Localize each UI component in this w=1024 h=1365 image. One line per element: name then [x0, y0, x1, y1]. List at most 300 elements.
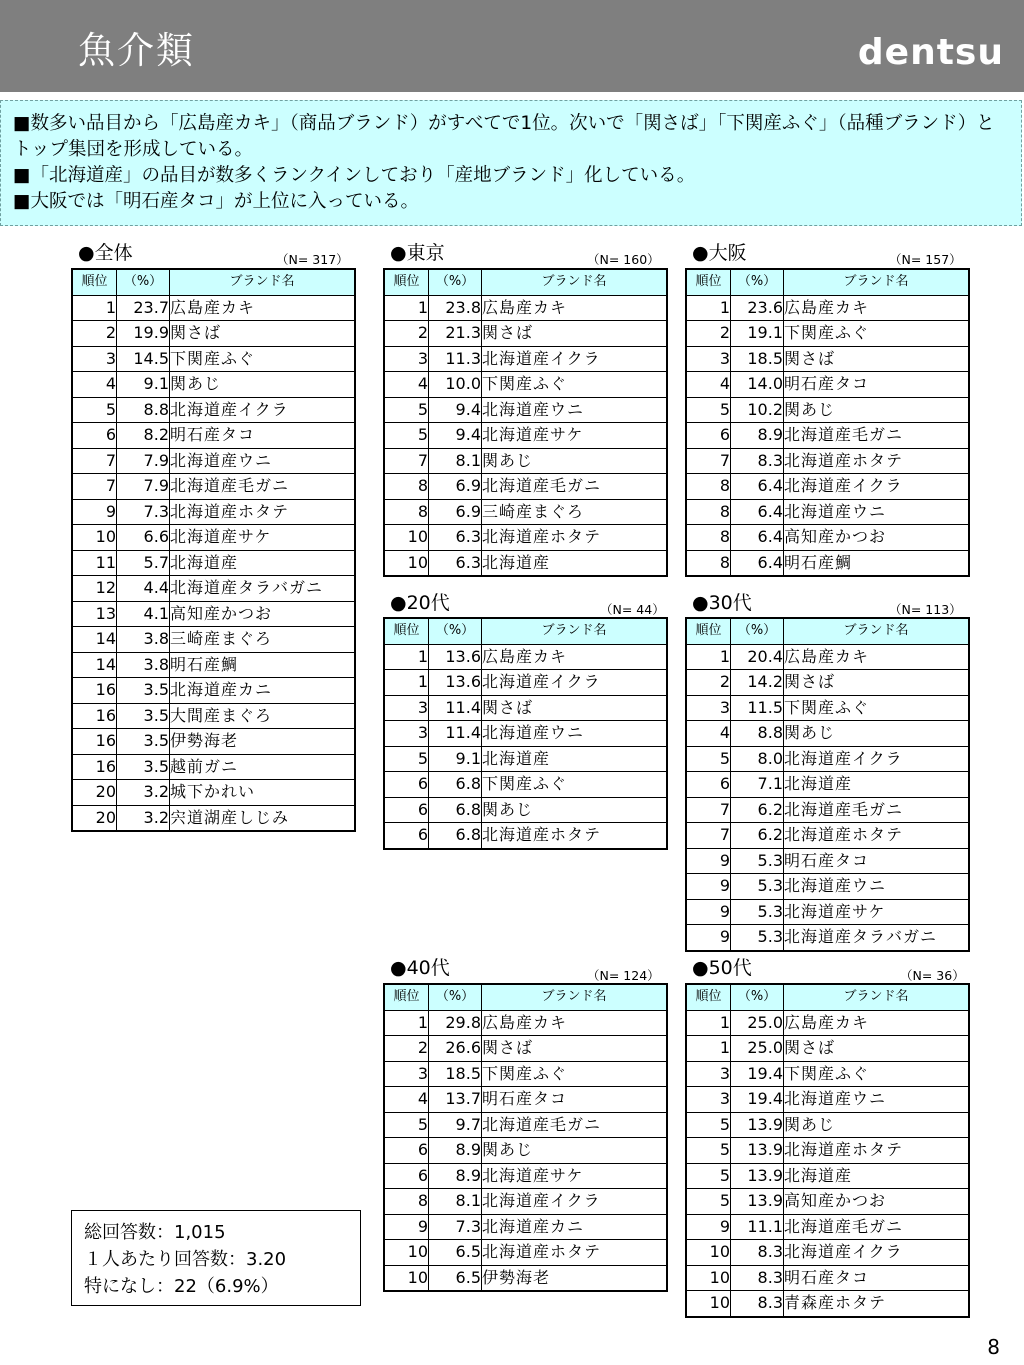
brand-name-cell: 下関産ふぐ [482, 1061, 668, 1087]
percent-cell: 13.6 [429, 644, 482, 670]
rank-cell: 6 [384, 1138, 429, 1164]
brand-name-cell: 関さば [482, 1036, 668, 1062]
brand-name-cell: 北海道産ホタテ [482, 823, 668, 849]
percent-cell: 6.3 [429, 550, 482, 576]
brand-name-cell: 関あじ [482, 797, 668, 823]
table-row [686, 1163, 969, 1189]
percent-cell: 11.3 [429, 346, 482, 372]
page-number: 8 [987, 1335, 1000, 1359]
rank-cell: 3 [384, 695, 429, 721]
percent-cell: 6.8 [429, 797, 482, 823]
percent-cell: 13.9 [731, 1163, 784, 1189]
sample-size-osaka: （N= 157） [889, 252, 962, 267]
table-row [686, 1061, 969, 1087]
summary-line: ■大阪では「明石産タコ」が上位に入っている。 [13, 191, 419, 212]
rank-cell: 8 [686, 525, 731, 551]
brand-name-cell: 関さば [482, 695, 668, 721]
rank-cell: 9 [686, 874, 731, 900]
percent-cell: 6.4 [731, 550, 784, 576]
column-header-rank: 順位 [686, 269, 731, 295]
brand-name-cell: 広島産カキ [784, 644, 970, 670]
column-header-pct: （%） [429, 984, 482, 1010]
table-row [384, 1163, 667, 1189]
table-row [72, 754, 355, 780]
rank-cell: 6 [686, 772, 731, 798]
rank-cell: 10 [384, 1240, 429, 1266]
brand-name-cell: 関さば [784, 1036, 970, 1062]
brand-name-cell: 青森産ホタテ [784, 1291, 970, 1317]
table-row [686, 925, 969, 951]
brand-name-cell: 北海道産サケ [784, 899, 970, 925]
rank-cell: 11 [72, 550, 117, 576]
table-row [72, 474, 355, 500]
rank-cell: 3 [686, 1087, 731, 1113]
table-row [72, 627, 355, 653]
rank-cell: 10 [686, 1291, 731, 1317]
table-row [384, 448, 667, 474]
rank-cell: 7 [72, 448, 117, 474]
rank-cell: 1 [686, 295, 731, 321]
rank-cell: 7 [686, 797, 731, 823]
table-row [384, 772, 667, 798]
rank-cell: 4 [686, 721, 731, 747]
percent-cell: 5.7 [117, 550, 170, 576]
column-header-rank: 順位 [686, 984, 731, 1010]
rank-cell: 2 [384, 1036, 429, 1062]
table-row [72, 423, 355, 449]
rank-cell: 6 [686, 423, 731, 449]
table-row [686, 1214, 969, 1240]
table-row [686, 1112, 969, 1138]
section-title-age30: ●30代 [692, 592, 752, 614]
brand-name-cell: 北海道産ホタテ [784, 448, 970, 474]
rank-cell: 1 [686, 1010, 731, 1036]
sample-size-age40: （N= 124） [587, 968, 660, 983]
table-row [72, 703, 355, 729]
percent-cell: 8.3 [731, 1291, 784, 1317]
table-row [72, 295, 355, 321]
brand-name-cell: 広島産カキ [784, 1010, 970, 1036]
brand-name-cell: 城下かれい [170, 780, 356, 806]
column-header-rank: 順位 [686, 618, 731, 644]
brand-name-cell: 北海道産 [482, 746, 668, 772]
brand-name-cell: 北海道産ウニ [170, 448, 356, 474]
table-header-row [384, 269, 667, 295]
table-row [686, 644, 969, 670]
percent-cell: 13.9 [731, 1189, 784, 1215]
percent-cell: 8.9 [731, 423, 784, 449]
percent-cell: 4.4 [117, 576, 170, 602]
percent-cell: 13.9 [731, 1112, 784, 1138]
percent-cell: 6.4 [731, 499, 784, 525]
rank-cell: 16 [72, 729, 117, 755]
rank-cell: 1 [384, 670, 429, 696]
percent-cell: 3.5 [117, 703, 170, 729]
rank-cell: 14 [72, 627, 117, 653]
brand-name-cell: 北海道産 [784, 772, 970, 798]
rank-cell: 9 [686, 1214, 731, 1240]
percent-cell: 19.4 [731, 1061, 784, 1087]
table-row [686, 346, 969, 372]
percent-cell: 13.6 [429, 670, 482, 696]
rank-cell: 3 [686, 695, 731, 721]
rank-cell: 5 [384, 397, 429, 423]
rank-cell: 1 [72, 295, 117, 321]
rank-cell: 5 [686, 397, 731, 423]
no-answer-count: 特になし：22（6.9%） [84, 1276, 279, 1297]
table-row [686, 1087, 969, 1113]
rank-cell: 6 [72, 423, 117, 449]
brand-name-cell: 北海道産ホタテ [482, 1240, 668, 1266]
table-row [686, 848, 969, 874]
brand-name-cell: 広島産カキ [482, 644, 668, 670]
table-row [384, 321, 667, 347]
rank-cell: 7 [686, 448, 731, 474]
brand-name-cell: 高知産かつお [784, 1189, 970, 1215]
sample-size-all: （N= 317） [276, 252, 349, 267]
rank-cell: 1 [686, 644, 731, 670]
percent-cell: 8.8 [117, 397, 170, 423]
brand-name-cell: 北海道産イクラ [482, 1189, 668, 1215]
table-row [686, 823, 969, 849]
table-row [384, 346, 667, 372]
percent-cell: 5.3 [731, 848, 784, 874]
table-row [686, 448, 969, 474]
rank-cell: 8 [384, 499, 429, 525]
brand-name-cell: 明石産タコ [784, 848, 970, 874]
rank-cell: 6 [384, 1163, 429, 1189]
sample-size-tokyo: （N= 160） [587, 252, 660, 267]
column-header-pct: （%） [731, 984, 784, 1010]
brand-name-cell: 北海道産ホタテ [784, 823, 970, 849]
column-header-brand: ブランド名 [784, 618, 970, 644]
table-row [686, 695, 969, 721]
brand-name-cell: 北海道産カニ [482, 1214, 668, 1240]
percent-cell: 8.1 [429, 1189, 482, 1215]
brand-name-cell: 北海道産毛ガニ [784, 423, 970, 449]
table-row [384, 295, 667, 321]
percent-cell: 6.8 [429, 823, 482, 849]
ranking-table-age50 [685, 983, 970, 1318]
total-responses: 総回答数：1,015 [84, 1222, 226, 1243]
brand-name-cell: 北海道産イクラ [482, 670, 668, 696]
brand-name-cell: 北海道産ウニ [784, 874, 970, 900]
brand-name-cell: 北海道産ホタテ [170, 499, 356, 525]
rank-cell: 5 [686, 1189, 731, 1215]
column-header-brand: ブランド名 [784, 984, 970, 1010]
percent-cell: 6.9 [429, 499, 482, 525]
column-header-rank: 順位 [384, 984, 429, 1010]
rank-cell: 6 [384, 772, 429, 798]
brand-name-cell: 北海道産ホタテ [482, 525, 668, 551]
table-row [72, 499, 355, 525]
brand-name-cell: 北海道産 [784, 1163, 970, 1189]
column-header-pct: （%） [117, 269, 170, 295]
rank-cell: 7 [686, 823, 731, 849]
percent-cell: 8.3 [731, 448, 784, 474]
brand-name-cell: 北海道産イクラ [784, 474, 970, 500]
brand-name-cell: 越前ガニ [170, 754, 356, 780]
brand-name-cell: 伊勢海老 [482, 1265, 668, 1291]
percent-cell: 6.2 [731, 823, 784, 849]
percent-cell: 21.3 [429, 321, 482, 347]
ranking-table-osaka [685, 268, 970, 577]
brand-name-cell: 下関産ふぐ [784, 1061, 970, 1087]
table-row [384, 1010, 667, 1036]
brand-name-cell: 下関産ふぐ [784, 321, 970, 347]
brand-name-cell: 北海道産毛ガニ [170, 474, 356, 500]
percent-cell: 13.7 [429, 1087, 482, 1113]
brand-name-cell: 北海道産タラバガニ [784, 925, 970, 951]
brand-name-cell: 広島産カキ [482, 295, 668, 321]
rank-cell: 20 [72, 780, 117, 806]
percent-cell: 29.8 [429, 1010, 482, 1036]
table-row [72, 780, 355, 806]
rank-cell: 5 [384, 1112, 429, 1138]
column-header-brand: ブランド名 [482, 984, 668, 1010]
brand-name-cell: 北海道産毛ガニ [482, 1112, 668, 1138]
table-row [384, 746, 667, 772]
brand-name-cell: 関あじ [482, 1138, 668, 1164]
table-row [686, 1265, 969, 1291]
table-row [72, 525, 355, 551]
responses-per-person: １人あたり回答数：3.20 [84, 1249, 287, 1270]
table-row [384, 1265, 667, 1291]
brand-name-cell: 北海道産毛ガニ [482, 474, 668, 500]
table-row [686, 295, 969, 321]
table-row [384, 1138, 667, 1164]
brand-name-cell: 下関産ふぐ [482, 372, 668, 398]
rank-cell: 9 [686, 899, 731, 925]
table-row [72, 372, 355, 398]
brand-name-cell: 明石産鯛 [170, 652, 356, 678]
percent-cell: 6.5 [429, 1265, 482, 1291]
rank-cell: 1 [384, 1010, 429, 1036]
table-row [384, 397, 667, 423]
percent-cell: 5.3 [731, 899, 784, 925]
summary-line: ■数多い品目から「広島産カキ」（商品ブランド）がすべてで1位。次いで「関さば」「下関産ふぐ」（品種ブランド）とトップ集団を形成している。 [13, 113, 995, 160]
table-row [686, 1036, 969, 1062]
percent-cell: 23.8 [429, 295, 482, 321]
column-header-rank: 順位 [384, 618, 429, 644]
brand-name-cell: 北海道産サケ [170, 525, 356, 551]
rank-cell: 5 [72, 397, 117, 423]
percent-cell: 3.2 [117, 780, 170, 806]
rank-cell: 9 [72, 499, 117, 525]
table-row [686, 772, 969, 798]
percent-cell: 7.9 [117, 448, 170, 474]
column-header-brand: ブランド名 [482, 269, 668, 295]
percent-cell: 8.2 [117, 423, 170, 449]
percent-cell: 18.5 [731, 346, 784, 372]
rank-cell: 10 [686, 1265, 731, 1291]
table-row [686, 874, 969, 900]
percent-cell: 9.1 [429, 746, 482, 772]
brand-name-cell: 北海道産イクラ [170, 397, 356, 423]
table-row [686, 397, 969, 423]
table-row [384, 550, 667, 576]
table-row [686, 372, 969, 398]
rank-cell: 1 [686, 1036, 731, 1062]
percent-cell: 9.7 [429, 1112, 482, 1138]
rank-cell: 16 [72, 703, 117, 729]
rank-cell: 3 [384, 1061, 429, 1087]
rank-cell: 5 [384, 746, 429, 772]
percent-cell: 3.5 [117, 678, 170, 704]
brand-name-cell: 三崎産まぐろ [482, 499, 668, 525]
table-row [384, 1036, 667, 1062]
section-title-age20: ●20代 [390, 592, 450, 614]
brand-name-cell: 北海道産ウニ [784, 499, 970, 525]
table-row [686, 1291, 969, 1317]
table-row [384, 499, 667, 525]
brand-name-cell: 高知産かつお [170, 601, 356, 627]
brand-name-cell: 明石産タコ [784, 1265, 970, 1291]
rank-cell: 5 [686, 1163, 731, 1189]
table-row [72, 729, 355, 755]
percent-cell: 19.1 [731, 321, 784, 347]
brand-name-cell: 北海道産イクラ [784, 1240, 970, 1266]
brand-name-cell: 宍道湖産しじみ [170, 805, 356, 831]
table-row [384, 797, 667, 823]
percent-cell: 6.4 [731, 474, 784, 500]
rank-cell: 8 [686, 474, 731, 500]
rank-cell: 10 [384, 1265, 429, 1291]
table-row [72, 346, 355, 372]
rank-cell: 9 [384, 1214, 429, 1240]
rank-cell: 2 [686, 670, 731, 696]
brand-name-cell: 関あじ [784, 1112, 970, 1138]
brand-name-cell: 北海道産毛ガニ [784, 1214, 970, 1240]
table-row [686, 474, 969, 500]
percent-cell: 14.5 [117, 346, 170, 372]
rank-cell: 2 [686, 321, 731, 347]
percent-cell: 5.3 [731, 925, 784, 951]
rank-cell: 3 [686, 1061, 731, 1087]
rank-cell: 9 [686, 848, 731, 874]
percent-cell: 8.9 [429, 1138, 482, 1164]
percent-cell: 7.9 [117, 474, 170, 500]
sample-size-age50: （N= 36） [900, 968, 965, 983]
rank-cell: 13 [72, 601, 117, 627]
section-title-age50: ●50代 [692, 957, 752, 979]
brand-name-cell: 北海道産カニ [170, 678, 356, 704]
percent-cell: 7.1 [731, 772, 784, 798]
table-row [72, 576, 355, 602]
table-row [384, 670, 667, 696]
percent-cell: 5.3 [731, 874, 784, 900]
table-row [384, 695, 667, 721]
brand-name-cell: 関あじ [170, 372, 356, 398]
percent-cell: 3.2 [117, 805, 170, 831]
column-header-pct: （%） [731, 269, 784, 295]
table-header-row [384, 618, 667, 644]
rank-cell: 5 [686, 746, 731, 772]
table-row [72, 652, 355, 678]
table-row [686, 1189, 969, 1215]
percent-cell: 4.1 [117, 601, 170, 627]
table-row [72, 397, 355, 423]
percent-cell: 6.2 [731, 797, 784, 823]
brand-name-cell: 北海道産イクラ [482, 346, 668, 372]
rank-cell: 6 [384, 797, 429, 823]
summary-box [0, 100, 1022, 226]
rank-cell: 12 [72, 576, 117, 602]
ranking-table-all [71, 268, 356, 832]
table-row [686, 499, 969, 525]
rank-cell: 4 [72, 372, 117, 398]
brand-name-cell: 関さば [482, 321, 668, 347]
table-row [686, 1010, 969, 1036]
table-row [72, 678, 355, 704]
brand-name-cell: 北海道産ウニ [482, 721, 668, 747]
table-row [72, 805, 355, 831]
table-row [686, 1240, 969, 1266]
rank-cell: 7 [384, 448, 429, 474]
percent-cell: 6.3 [429, 525, 482, 551]
brand-name-cell: 三崎産まぐろ [170, 627, 356, 653]
rank-cell: 8 [686, 499, 731, 525]
brand-name-cell: 関あじ [784, 721, 970, 747]
percent-cell: 14.2 [731, 670, 784, 696]
brand-name-cell: 関さば [784, 346, 970, 372]
rank-cell: 16 [72, 678, 117, 704]
totals-box [71, 1210, 361, 1306]
percent-cell: 3.8 [117, 627, 170, 653]
percent-cell: 11.4 [429, 721, 482, 747]
brand-name-cell: 広島産カキ [482, 1010, 668, 1036]
percent-cell: 9.1 [117, 372, 170, 398]
section-title-age40: ●40代 [390, 957, 450, 979]
sample-size-age30: （N= 113） [889, 602, 962, 617]
brand-name-cell: 関さば [170, 321, 356, 347]
rank-cell: 5 [384, 423, 429, 449]
percent-cell: 6.5 [429, 1240, 482, 1266]
brand-name-cell: 関あじ [784, 397, 970, 423]
brand-name-cell: 北海道産 [482, 550, 668, 576]
brand-name-cell: 北海道産ウニ [482, 397, 668, 423]
percent-cell: 8.0 [731, 746, 784, 772]
page-title: 魚介類 [78, 29, 195, 72]
brand-name-cell: 北海道産イクラ [784, 746, 970, 772]
percent-cell: 26.6 [429, 1036, 482, 1062]
percent-cell: 18.5 [429, 1061, 482, 1087]
header-bar [0, 0, 1024, 92]
percent-cell: 6.4 [731, 525, 784, 551]
table-row [384, 525, 667, 551]
table-row [686, 721, 969, 747]
table-row [384, 1087, 667, 1113]
brand-name-cell: 関あじ [482, 448, 668, 474]
table-header-row [384, 984, 667, 1010]
rank-cell: 2 [384, 321, 429, 347]
percent-cell: 25.0 [731, 1036, 784, 1062]
rank-cell: 14 [72, 652, 117, 678]
table-row [384, 474, 667, 500]
brand-name-cell: 広島産カキ [170, 295, 356, 321]
rank-cell: 5 [686, 1112, 731, 1138]
rank-cell: 4 [686, 372, 731, 398]
percent-cell: 3.8 [117, 652, 170, 678]
percent-cell: 8.8 [731, 721, 784, 747]
rank-cell: 10 [72, 525, 117, 551]
table-header-row [686, 269, 969, 295]
rank-cell: 10 [384, 525, 429, 551]
column-header-rank: 順位 [384, 269, 429, 295]
table-row [686, 797, 969, 823]
percent-cell: 23.6 [731, 295, 784, 321]
percent-cell: 7.3 [429, 1214, 482, 1240]
